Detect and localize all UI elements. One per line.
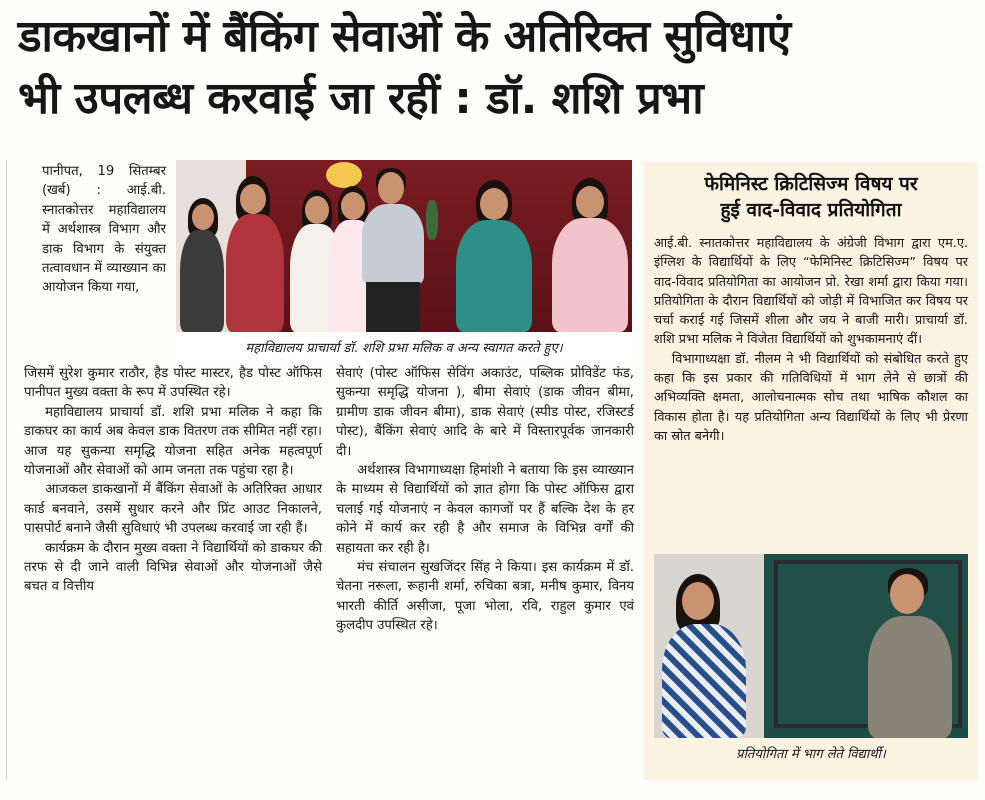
article-dateline-paragraph: [42, 162, 166, 298]
paragraph: अर्थशास्त्र विभागाध्यक्षा हिमांशी ने बताया कि इस व्याख्यान के माध्यम से विद्यार्थियों को ज्ञात होगा कि पोस्ट ऑफिस द्वारा चलाई गई योजनाएं न केवल कागजों पर हैं बल्कि देश के हर कोने में कार्य कर रही है और समाज के विभिन्न वर्गों की सहायता कर रही है।: [336, 463, 634, 556]
head: [480, 188, 508, 220]
head: [305, 196, 329, 224]
sidebar-title-line-2: हुई वाद-विवाद प्रतियोगिता: [720, 199, 902, 221]
paragraph: महाविद्यालय प्राचार्या डॉ. शशि प्रभा मलिक ने कहा कि डाकघर का कार्य अब केवल डाक वितरण तक सीमित नहीं रहा। आज यह सुकन्या समृद्धि योजना सहित अनेक महत्वपूर्ण योजनाओं और सेवाओं को आम जनता तक पहुंचा रहा है।: [24, 404, 322, 479]
sidebar-title-line-1: फेमिनिस्ट क्रिटिसिज्म विषय पर: [704, 173, 918, 195]
head: [378, 172, 404, 204]
paragraph: सेवाएं (पोस्ट ऑफिस सेविंग अकाउंट, पब्लिक प्रोविडेंट फंड, सुकन्या समृद्धि योजना ), बीमा सेवाएं (डाक जीवन बीमा, ग्रामीण डाक जीवन बीमा), डाक सेवाएं (स्पीड पोस्ट, रजिस्टर्ड पोस्ट), बैंकिंग सेवाएं आदि के बारे में विस्तारपूर्वक जानकारी दी।: [336, 366, 634, 459]
student-2: [868, 616, 952, 738]
paragraph: आजकल डाकखानों में बैंकिंग सेवाओं के अतिरिक्त आधार कार्ड बनवाने, उसमें सुधार करने और प्रिंट आउट निकालने, पासपोर्ट बनाने जैसी सुविधाएं भी उपलब्ध करवाई जा रही हैं।: [24, 482, 322, 537]
person-2: [226, 214, 284, 332]
paragraph: आई.बी. स्नातकोत्तर महाविद्यालय के अंग्रेजी विभाग द्वारा एम.ए. इंग्लिश के विद्यार्थियों के लिए “फेमिनिस्ट क्रिटिसिज्म” विषय पर वाद-विवाद प्रतियोगिता का आयोजन प्रो. रेखा शर्मा द्वारा किया गया। प्रतियोगिता के दौरान विद्यार्थियों को जोड़ी में विभाजित कर विषय पर चर्चा कराई गई जिसमें शीला और जय ने बाजी मारी। प्राचार्या डॉ. शशि प्रभा मलिक ने विजेता विद्यार्थियों को शुभकामनाएं दीं।: [654, 236, 968, 348]
head: [890, 574, 924, 614]
person-1: [180, 230, 224, 332]
flower-bouquet: [326, 162, 362, 188]
head: [341, 192, 365, 220]
paragraph: मंच संचालन सुखजिंदर सिंह ने किया। इस कार्यक्रम में डॉ. चेतना नरूला, रूहानी शर्मा, रुचिका बत्रा, मनीष कुमार, विनय भारती कीर्ति असीजा, पूजा भोला, रवि, राहुल कुमार एवं कुलदीप उपस्थित रहे।: [336, 560, 634, 634]
article-column-2: [336, 364, 634, 636]
person-7: [552, 218, 628, 332]
plant-gift: [426, 200, 438, 240]
debate-photo: [654, 554, 968, 738]
head: [192, 204, 214, 230]
sidebar-photo-caption: प्रतियोगिता में भाग लेते विद्यार्थी।: [654, 744, 968, 766]
head: [240, 184, 266, 214]
headline-line-1: डाकखानों में बैंकिंग सेवाओं के अतिरिक्त सुविधाएं: [18, 11, 791, 62]
head: [576, 186, 604, 218]
dateline-text: पानीपत, 19 सितम्बर (खर्ब) : आई.बी. स्नातकोत्तर महाविद्यालय में अर्थशास्त्र विभाग और डाक विभाग के संयुक्त तत्वावधान में व्याख्यान का आयोजन किया गया,: [42, 164, 166, 296]
person-6: [456, 220, 532, 332]
paragraph: विभागाध्यक्षा डॉ. नीलम ने भी विद्यार्थियों को संबोधित करते हुए कहा कि इस प्रकार की गतिविधियों में भाग लेने से छात्रों की अभिव्यक्ति क्षमता, आलोचनात्मक सोच तथा भाषिक कौशल का विकास होता है। यह प्रतियोगिता अन्य विद्यार्थियों के लिए भी प्रेरणा का स्रोत बनेगी।: [654, 351, 968, 444]
head: [682, 582, 714, 620]
paragraph: कार्यक्रम के दौरान मुख्य वक्ता ने विद्यार्थियों को डाकघर की तरफ से दी जाने वाली विभिन्न सेवाओं और योजनाओं जैसे बचत व वित्तीय: [24, 540, 322, 595]
student-1: [662, 624, 746, 738]
event-photo: [176, 160, 632, 332]
photo-caption: महाविद्यालय प्राचार्या डॉ. शशि प्रभा मलिक व अन्य स्वागत करते हुए।: [176, 338, 632, 358]
margin-rule: [6, 160, 7, 780]
person-5: [362, 204, 424, 284]
sidebar-body: [654, 234, 968, 446]
paragraph: जिसमें सुरेश कुमार राठौर, हैड पोस्ट मास्टर, हैड पोस्ट ऑफिस पानीपत मुख्य वक्ता के रूप में उपस्थित रहे।: [24, 366, 322, 401]
headline-line-2: भी उपलब्ध करवाई जा रहीं : डॉ. शशि प्रभा: [18, 73, 704, 124]
person-5-trousers: [366, 282, 420, 332]
sidebar-article: [644, 162, 978, 780]
article-column-1: [24, 364, 322, 597]
